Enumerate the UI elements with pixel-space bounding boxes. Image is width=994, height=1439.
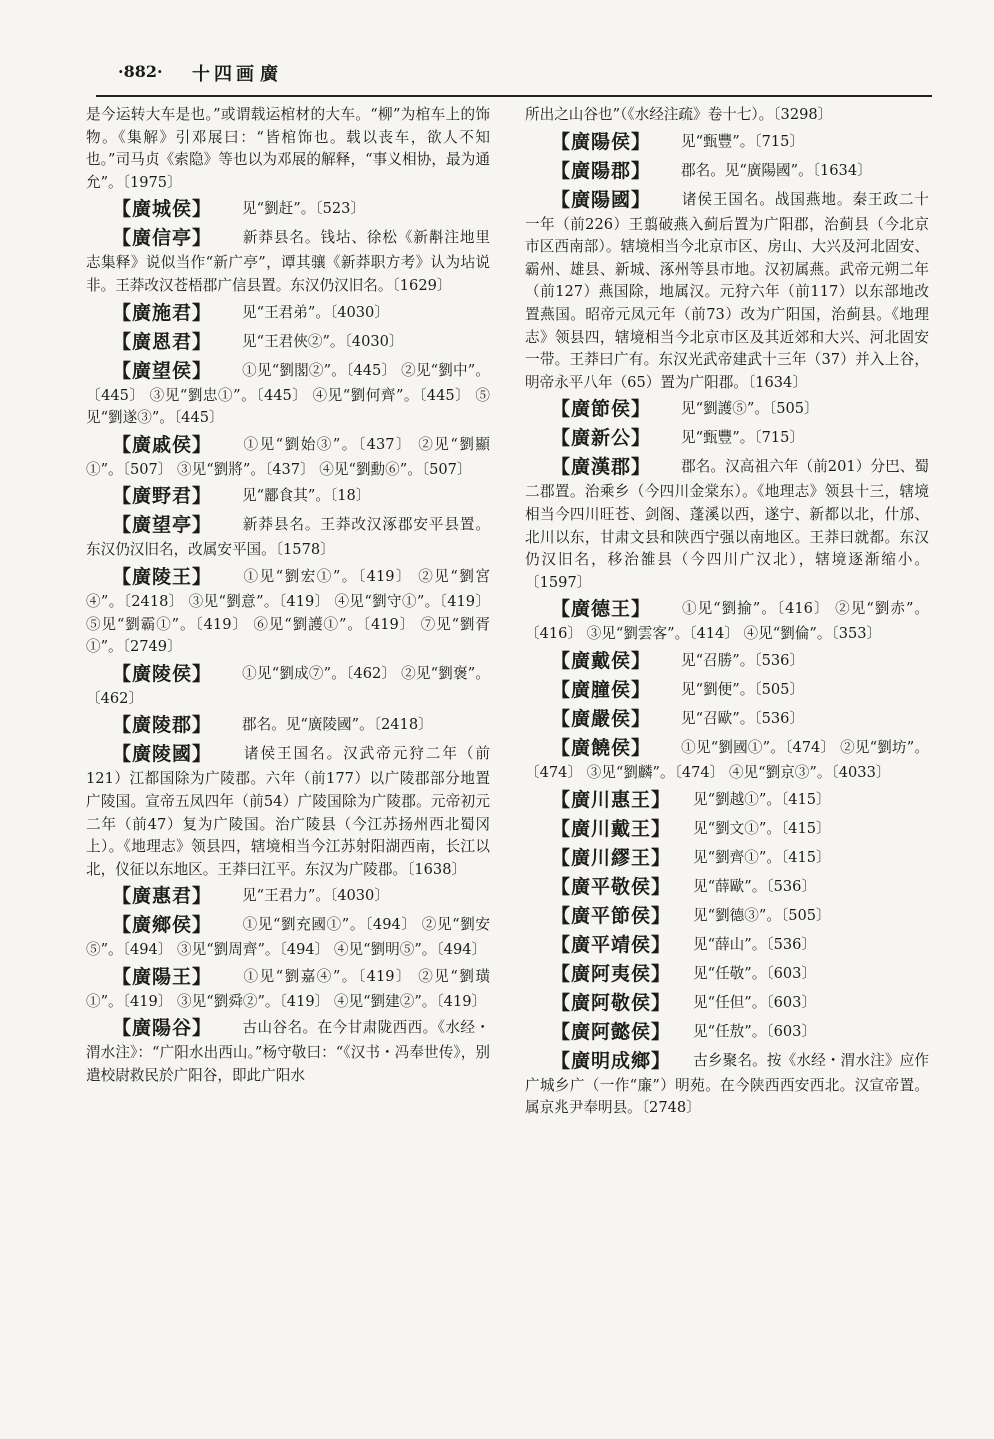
entry-headword: 【廣膧侯】 xyxy=(551,678,652,701)
header-rule xyxy=(96,95,932,97)
entry-text: ①见“劉充國①”。〔494〕 ②见“劉安⑤”。〔494〕 ③见“劉周齊”。〔494〕 ④见“劉明⑤”。〔494〕 xyxy=(86,916,490,959)
dictionary-entry xyxy=(525,989,929,1017)
dictionary-entry xyxy=(525,873,929,901)
entry-text: 见“王君弟”。〔4030〕 xyxy=(242,303,389,321)
entry-text: 诸侯王国名。汉武帝元狩二年（前121）江都国除为广陵郡。六年（前177）以广陵郡部分地置广陵国。宣帝五凤四年（前54）广陵国除为广陵郡。元帝初元二年（前47）复为广陵国。治广陵县（今江苏扬州西北蜀冈上）。《地理志》领县四，辖境相当今江苏射阳湖西南，长江以北，仪征以东地区。王莽曰江平。东汉为广陵郡。〔1638〕 xyxy=(86,745,490,878)
entry-text: ①见“劉始③”。〔437〕 ②见“劉顯①”。〔507〕 ③见“劉將”。〔437〕 ④见“劉勳⑥”。〔507〕 xyxy=(86,435,490,478)
dictionary-entry xyxy=(86,299,490,327)
entry-text: 古山谷名。在今甘肃陇西西。《水经・渭水注》：“广阳水出西山。”杨守敬曰：“《汉书・冯奉世传》，别遣校尉救民於广阳谷，即此广阳水 xyxy=(86,1019,490,1085)
dictionary-entry xyxy=(525,676,929,704)
entry-headword: 【廣戚侯】 xyxy=(112,433,213,456)
dictionary-entry xyxy=(86,357,490,430)
dictionary-entry xyxy=(86,511,490,562)
dictionary-entry xyxy=(525,786,929,814)
entry-text: ①见“劉成⑦”。〔462〕 ②见“劉褒”。〔462〕 xyxy=(86,664,490,707)
entry-text: 见“劉德③”。〔505〕 xyxy=(693,906,831,924)
entry-text: 见“王君俠②”。〔4030〕 xyxy=(242,332,404,350)
entry-text: 见“任敬”。〔603〕 xyxy=(693,964,817,982)
dictionary-entry xyxy=(525,902,929,930)
entry-headword: 【廣陵郡】 xyxy=(112,714,213,737)
entry-headword: 【廣陽侯】 xyxy=(551,130,652,153)
dictionary-entry xyxy=(86,740,490,881)
dictionary-entry xyxy=(525,647,929,675)
dictionary-entry xyxy=(86,882,490,910)
dictionary-entry xyxy=(86,963,490,1014)
entry-text: 见“召歐”。〔536〕 xyxy=(681,709,805,727)
entry-headword: 【廣新公】 xyxy=(551,427,652,450)
entry-headword: 【廣嚴侯】 xyxy=(551,707,652,730)
entry-headword: 【廣施君】 xyxy=(112,301,213,324)
entry-headword: 【廣德王】 xyxy=(551,598,652,621)
entry-headword: 【廣陽國】 xyxy=(551,188,652,211)
entry-headword: 【廣陵侯】 xyxy=(112,662,213,685)
dictionary-entry xyxy=(525,705,929,733)
entry-text: 见“劉文①”。〔415〕 xyxy=(693,819,831,837)
dictionary-entry xyxy=(525,931,929,959)
header-character: 廣 xyxy=(260,64,278,85)
entry-text: 见“召勝”。〔536〕 xyxy=(681,651,805,669)
entry-text: 见“王君力”。〔4030〕 xyxy=(242,887,389,905)
dictionary-entry xyxy=(86,195,490,223)
dictionary-entry xyxy=(86,563,490,659)
entry-text: 见“任敖”。〔603〕 xyxy=(693,1022,817,1040)
dictionary-entry xyxy=(525,734,929,785)
dictionary-entry xyxy=(86,711,490,739)
entry-headword: 【廣節侯】 xyxy=(551,398,652,421)
dictionary-entry xyxy=(525,186,929,395)
entry-headword: 【廣城侯】 xyxy=(112,198,213,221)
entry-text: 见“薛山”。〔536〕 xyxy=(693,935,817,953)
entry-text: 郡名。见“廣陽國”。〔1634〕 xyxy=(681,161,872,179)
dictionary-entry xyxy=(86,431,490,482)
section-label: 十四画 xyxy=(192,64,258,85)
entry-text: 所出之山谷也”（《水经注疏》卷十七）。〔3298〕 xyxy=(525,106,833,123)
entry-text: 郡名。汉高祖六年（前201）分巴、蜀二郡置。治乘乡（今四川金棠东）。《地理志》领县十三，辖境相当今四川旺苍、剑阁、蓬溪以西，遂宁、新都以北，什邡、北川以东，甘肃文县和陕西宁强以南地区。王莽曰就都。东汉仍汉旧名，移治雒县（今四川广汉北），辖境逐渐缩小。〔1597〕 xyxy=(525,458,929,591)
entry-headword: 【廣明成鄉】 xyxy=(551,1049,672,1072)
entry-text: 见“薛歐”。〔536〕 xyxy=(693,877,817,895)
dictionary-entry xyxy=(525,104,929,127)
left-column xyxy=(86,103,490,1088)
dictionary-entry xyxy=(86,482,490,510)
entry-text: ①见“劉揄”。〔416〕 ②见“劉赤”。〔416〕 ③见“劉雲客”。〔414〕 ④见“劉倫”。〔353〕 xyxy=(525,600,929,643)
entry-headword: 【廣漢郡】 xyxy=(551,456,652,479)
entry-headword: 【廣阿敬侯】 xyxy=(551,991,672,1014)
entry-text: ①见“劉國①”。〔474〕 ②见“劉坊”。〔474〕 ③见“劉麟”。〔474〕 ④见“劉京③”。〔4033〕 xyxy=(525,738,929,781)
entry-headword: 【廣川戴王】 xyxy=(551,817,672,840)
entry-headword: 【廣平靖侯】 xyxy=(551,933,672,956)
entry-text: 见“劉越①”。〔415〕 xyxy=(693,790,831,808)
entry-headword: 【廣陽郡】 xyxy=(551,159,652,182)
dictionary-entry xyxy=(86,660,490,711)
dictionary-entry xyxy=(525,453,929,594)
entry-text: 见“甄豐”。〔715〕 xyxy=(681,132,805,150)
page-header xyxy=(100,62,930,88)
entry-headword: 【廣望侯】 xyxy=(112,359,213,382)
entry-headword: 【廣阿夷侯】 xyxy=(551,962,672,985)
dictionary-entry xyxy=(86,1014,490,1087)
entry-headword: 【廣陵國】 xyxy=(112,743,213,766)
entry-text: 见“劉齊①”。〔415〕 xyxy=(693,848,831,866)
entry-headword: 【廣平節侯】 xyxy=(551,904,672,927)
entry-headword: 【廣戴侯】 xyxy=(551,649,652,672)
entry-text: 是今运转大车是也。”或谓载运棺材的大车。“柳”为棺车上的饰物。《集解》引邓展曰：“皆棺饰也。载以丧车，欲人不知也。”司马贞《索隐》等也以为邓展的解释，“事义相协，最为通允”。〔1975〕 xyxy=(86,106,490,191)
dictionary-entry xyxy=(525,395,929,423)
dictionary-entry xyxy=(525,595,929,646)
entry-text: 见“任但”。〔603〕 xyxy=(693,993,817,1011)
entry-text: 新莽县名。钱坫、徐松《新斠注地里志集释》说似当作“新广亭”，谭其骧《新莽职方考》认为坫说非。王莽改汉苍梧郡广信县置。东汉仍汉旧名。〔1629〕 xyxy=(86,229,490,294)
entry-headword: 【廣阿懿侯】 xyxy=(551,1020,672,1043)
dictionary-entry xyxy=(525,844,929,872)
entry-text: 古乡聚名。按《水经・渭水注》应作广城乡广（一作“廉”）明苑。在今陕西西安西北。汉宣帝置。属京兆尹奉明县。〔2748〕 xyxy=(525,1051,929,1117)
dictionary-entry xyxy=(525,424,929,452)
dictionary-entry xyxy=(525,157,929,185)
dictionary-entry xyxy=(86,911,490,962)
entry-text: ①见“劉嘉④”。〔419〕 ②见“劉璜①”。〔419〕 ③见“劉舜②”。〔419〕 ④见“劉建②”。〔419〕 xyxy=(86,967,490,1010)
entry-headword: 【廣陽谷】 xyxy=(112,1017,213,1040)
dictionary-entry xyxy=(525,1018,929,1046)
entry-text: 郡名。见“廣陵國”。〔2418〕 xyxy=(242,716,433,734)
entry-headword: 【廣望亭】 xyxy=(112,514,213,537)
dictionary-entry xyxy=(525,128,929,156)
entry-headword: 【廣饒侯】 xyxy=(551,736,652,759)
entry-text: 见“劉赶”。〔523〕 xyxy=(242,200,366,218)
dictionary-entry xyxy=(525,960,929,988)
entry-text: ①见“劉宏①”。〔419〕 ②见“劉宮④”。〔2418〕 ③见“劉意”。〔419〕 ④见“劉守①”。〔419〕 ⑤见“劉霸①”。〔419〕 ⑥见“劉護①”。〔419〕 ⑦见“劉胥①”。〔2749〕 xyxy=(86,567,490,656)
entry-text: 见“酈食其”。〔18〕 xyxy=(242,487,371,505)
entry-headword: 【廣惠君】 xyxy=(112,885,213,908)
entry-headword: 【廣恩君】 xyxy=(112,330,213,353)
entry-text: 见“劉便”。〔505〕 xyxy=(681,680,805,698)
dictionary-entry xyxy=(86,104,490,194)
right-column xyxy=(525,103,929,1120)
dictionary-entry xyxy=(525,1047,929,1120)
dictionary-entry xyxy=(525,815,929,843)
entry-headword: 【廣川惠王】 xyxy=(551,788,672,811)
entry-headword: 【廣鄉侯】 xyxy=(112,914,213,937)
entry-headword: 【廣平敬侯】 xyxy=(551,875,672,898)
entry-text: 见“甄豐”。〔715〕 xyxy=(681,429,805,447)
entry-text: 见“劉護⑤”。〔505〕 xyxy=(681,400,819,418)
entry-headword: 【廣野君】 xyxy=(112,485,213,508)
entry-headword: 【廣川繆王】 xyxy=(551,846,672,869)
entry-text: 诸侯王国名。战国燕地。秦王政二十一年（前226）王翦破燕入蓟后置为广阳郡，治蓟县（今北京市区西南部）。辖境相当今北京市区、房山、大兴及河北固安、霸州、雄县、新城、涿州等县市地。汉初属燕。武帝元朔二年（前127）燕国除，地属汉。元狩六年（前117）以东部地改置燕国。昭帝元凤元年（前73）改为广阳国，治蓟县。《地理志》领县四，辖境相当今北京市区及其近郊和大兴、河北固安一带。王莽曰广有。东汉光武帝建武十三年（37）并入上谷，明帝永平八年（65）置为广阳郡。〔1634〕 xyxy=(525,190,929,391)
entry-headword: 【廣陽王】 xyxy=(112,965,213,988)
entry-text: ①见“劉閣②”。〔445〕 ②见“劉中”。〔445〕 ③见“劉忠①”。〔445〕 ④见“劉何齊”。〔445〕 ⑤见“劉遂③”。〔445〕 xyxy=(86,361,490,427)
entry-text: 新莽县名。王莽改汉涿郡安平县置。东汉仍汉旧名，改属安平国。〔1578〕 xyxy=(86,516,490,559)
page-number: ·882· xyxy=(118,62,163,81)
dictionary-entry xyxy=(86,224,490,297)
dictionary-entry xyxy=(86,328,490,356)
entry-headword: 【廣信亭】 xyxy=(112,227,213,250)
entry-headword: 【廣陵王】 xyxy=(112,565,213,588)
